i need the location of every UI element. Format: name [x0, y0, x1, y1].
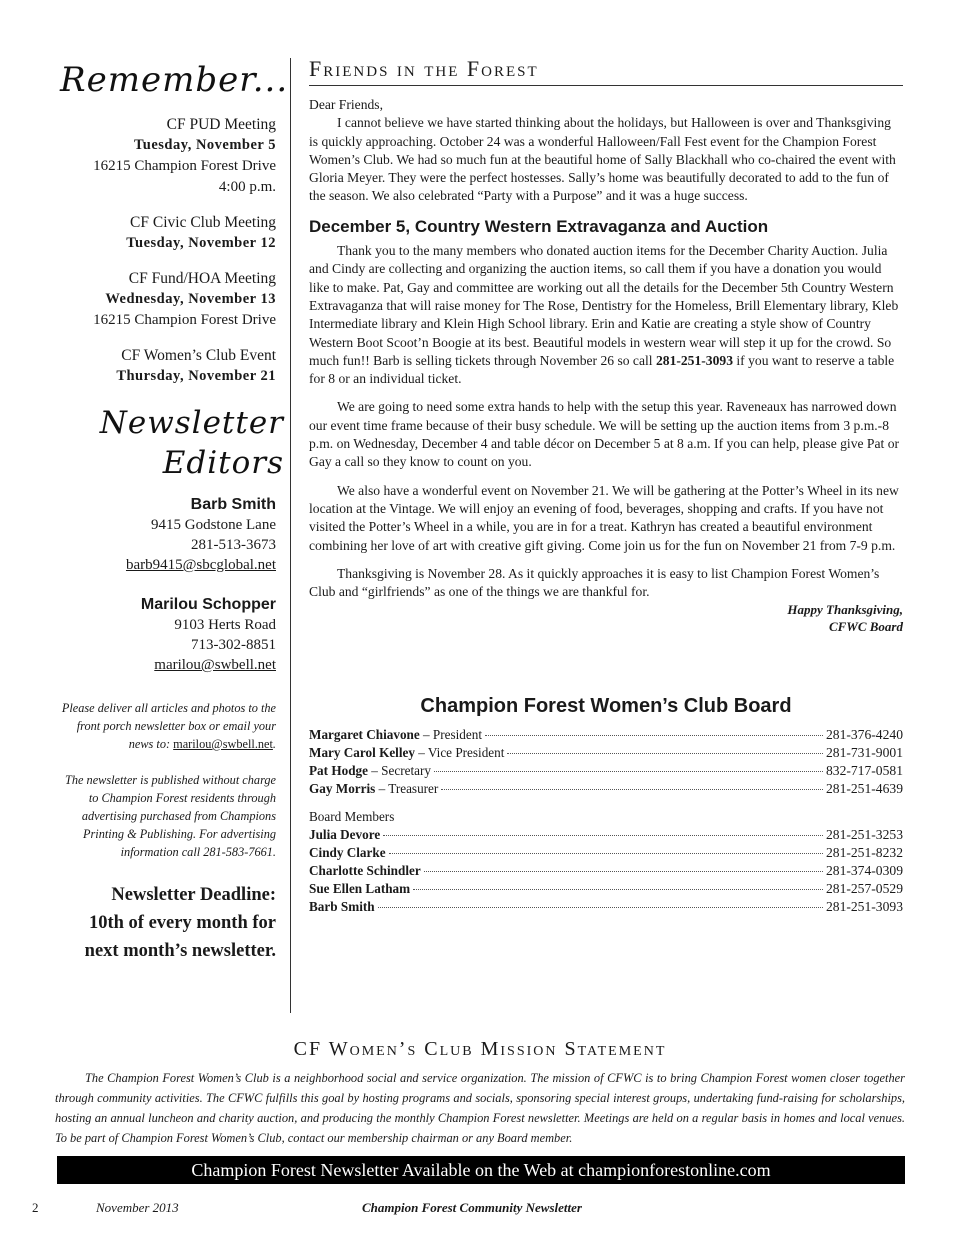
mission-statement [55, 1038, 905, 1148]
member-name: Barb Smith [309, 899, 375, 915]
sidebar [60, 60, 289, 965]
deadline-line: next month’s newsletter. [84, 941, 276, 961]
paragraph-text: Thank you to the many members who donated auction items for the December Charity Auction. Julia and Cindy are collecting and organizing the auction items, so call them if you have a donation you would like to make. Pat, Gay and committee are working out all the details for the December 5th Country Western Extravaganza that will raise money for The Rose, Dentistry for the Homeless, Brill Elementary library, Kleb Intermediate library and Klein High School library. Erin and Katie are creating a style show of Country Western Boot Scoot’n Boogie at its best. Beautiful models in western wear will step it up for the crowd. So much fun!! Barb is selling tickets through November 26 so call [309, 243, 899, 368]
member-name: Cindy Clarke [309, 845, 386, 861]
member-phone: 281-251-8232 [825, 845, 903, 861]
officer-role: – Vice President [418, 745, 505, 761]
web-banner: Champion Forest Newsletter Available on the Web at championforestonline.com [57, 1156, 905, 1184]
event-label: CF PUD Meeting [166, 116, 276, 133]
paragraph: We also have a wonderful event on November 21. We will be gathering at the Potter’s Wheel in its new location at the Vintage. We will enjoy an evening of food, beverages, shopping and crafts. If you have not visited the Potter’s Wheel in a while, you are in for a treat. Kathryn has created a beautiful environment combining her love of art with creative gift giving. Come join us for the fun on November 21 from 7-9 p.m. [309, 482, 899, 553]
officer-phone: 281-376-4240 [825, 727, 903, 743]
editor-email-link[interactable]: barb9415@sbcglobal.net [125, 557, 276, 573]
officer-name: Pat Hodge [309, 763, 368, 779]
editor-street: 9415 Godstone Lane [151, 517, 276, 533]
officer-role: – President [423, 727, 483, 743]
newsletter-deadline [60, 881, 276, 965]
editors-heading: Newsletter Editors [99, 405, 284, 481]
member-phone: 281-374-0309 [825, 863, 903, 879]
signature [309, 601, 903, 635]
editor-name: Marilou Schopper [140, 596, 276, 613]
editor-name: Barb Smith [190, 496, 276, 513]
officer-row [309, 726, 903, 744]
event-womens-club [60, 345, 276, 387]
member-name: Charlotte Schindler [309, 863, 421, 879]
event-address: 16215 Champion Forest Drive [93, 312, 276, 328]
main-column [309, 56, 903, 916]
issue-month: November 2013 [96, 1200, 179, 1215]
officer-phone: 281-731-9001 [825, 745, 903, 761]
editor-phone: 713-302-8851 [191, 637, 276, 653]
leader-dots [378, 907, 823, 908]
ticket-phone: 281-251-3093 [655, 352, 733, 368]
officer-name: Gay Morris [309, 781, 376, 797]
paragraph: Thanksgiving is November 28. As it quickly approaches it is easy to list Champion Forest Women’s Club and “girlfriends” as one of the things we are thankful for. [309, 565, 880, 600]
leader-dots [389, 853, 823, 854]
deliver-email-link[interactable]: marilou@swbell.net [173, 737, 273, 751]
remember-heading: Remember... [60, 60, 289, 100]
paragraph: We are going to need some extra hands to help with the setup this year. Raveneaux has narrowed down our event time frame because of their busy schedule. We will be setting up the auction items from 3 p.m.-8 p.m. on Wednesday, December 4 and table décor on December 5 at 8 a.m. If you can help, please give Pat or Gay a call so they know to count on you. [309, 399, 900, 470]
column-divider [290, 58, 291, 1013]
member-row [309, 862, 903, 880]
signature-line: Happy Thanksgiving, [787, 602, 903, 618]
published-note: The newsletter is published without charge to Champion Forest residents through advertising purchased from Champions Printing & Publishing. For advertising information call 281-583-7661. [65, 773, 276, 859]
deadline-line: 10th of every month for [88, 913, 276, 933]
section-title: Friends in the Forest [309, 56, 903, 86]
event-date: Tuesday, November 12 [126, 235, 276, 251]
paragraph [309, 242, 903, 388]
editor-card [60, 595, 276, 675]
member-phone: 281-257-0529 [825, 881, 903, 897]
leader-dots [507, 753, 823, 754]
member-list [309, 826, 903, 916]
member-row [309, 898, 903, 916]
leader-dots [434, 771, 823, 772]
event-label: CF Women’s Club Event [121, 347, 276, 364]
deadline-line: Newsletter Deadline: [111, 885, 276, 905]
member-name: Julia Devore [309, 827, 381, 843]
leader-dots [383, 835, 823, 836]
editor-phone: 281-513-3673 [191, 537, 276, 553]
event-label: CF Fund/HOA Meeting [128, 270, 276, 287]
deliver-note-text: Please deliver all articles and photos to the front porch newsletter box or email your news to: [61, 701, 276, 751]
officer-row [309, 780, 903, 798]
event-address: 16215 Champion Forest Drive [93, 158, 276, 174]
deliver-note: Please deliver all articles and photos to the front porch newsletter box or email your news to: marilou@swbell.net. [61, 701, 276, 751]
page-number: 2 [32, 1200, 39, 1215]
mission-title: CF Women’s Club Mission Statement [293, 1038, 667, 1060]
mission-text: The Champion Forest Women’s Club is a neighborhood social and service organization. The mission of CFWC is to bring Champion Forest women closer together through community activities. The CFWC fulfills this goal by hosting programs and socials, sponsoring special interest groups, undertaking fund-raising for scholarships, hosting an annual luncheon and charity auction, and producing the monthly Champion Forest newsletter. Meetings are held on a regular basis in homes and local venues. To be part of Champion Forest Women’s Club, contact our membership chairman or any Board member. [55, 1071, 905, 1145]
leader-dots [413, 889, 823, 890]
publication-name: Champion Forest Community Newsletter [362, 1200, 582, 1215]
officer-name: Margaret Chiavone [309, 727, 420, 743]
event-date: Tuesday, November 5 [133, 137, 276, 153]
event-fund-hoa [60, 268, 276, 331]
greeting: Dear Friends, [309, 97, 383, 112]
board-title: Champion Forest Women’s Club Board [420, 695, 792, 718]
member-row [309, 880, 903, 898]
event-date: Thursday, November 21 [116, 368, 276, 384]
paragraph: I cannot believe we have started thinking about the holidays, but Halloween is over and Thanksgiving is quickly approaching. October 24 was a wonderful Halloween/Fall Fest event for the Champion Forest Women’s Club. We had so much fun at the beautiful home of Sally Blackhall who co-chaired the event with Gloria Meyer. They were the perfect hostesses. Sally’s home was beautifully decorated to add to the fun of the season. We also celebrated “Party with a Purpose” and it was a huge success. [309, 115, 896, 204]
event-label: CF Civic Club Meeting [130, 214, 276, 231]
letter-body [309, 96, 903, 635]
member-name: Sue Ellen Latham [309, 881, 411, 897]
event-pud [60, 114, 276, 198]
officer-row [309, 762, 903, 780]
subheading: December 5, Country Western Extravaganza and Auction [309, 216, 769, 236]
leader-dots [441, 789, 823, 790]
paragraph-text: if you want to reserve a table for 8 or an individual ticket. [309, 352, 895, 387]
officer-row [309, 744, 903, 762]
event-civic [60, 212, 276, 254]
officer-phone: 832-717-0581 [825, 763, 903, 779]
leader-dots [485, 735, 823, 736]
officer-name: Mary Carol Kelley [309, 745, 415, 761]
member-row [309, 844, 903, 862]
officer-list [309, 726, 903, 798]
board-members-label: Board Members [309, 809, 395, 825]
event-time: 4:00 p.m. [218, 179, 276, 195]
member-row [309, 826, 903, 844]
leader-dots [424, 871, 823, 872]
officer-role: – Treasurer [378, 781, 439, 797]
officer-phone: 281-251-4639 [825, 781, 903, 797]
member-phone: 281-251-3253 [825, 827, 903, 843]
editor-card [60, 495, 276, 575]
officer-role: – Secretary [371, 763, 431, 779]
member-phone: 281-251-3093 [825, 899, 903, 915]
editor-street: 9103 Herts Road [174, 617, 276, 633]
event-date: Wednesday, November 13 [105, 291, 276, 307]
signature-line: CFWC Board [828, 619, 903, 635]
editor-email-link[interactable]: marilou@swbell.net [154, 657, 276, 673]
